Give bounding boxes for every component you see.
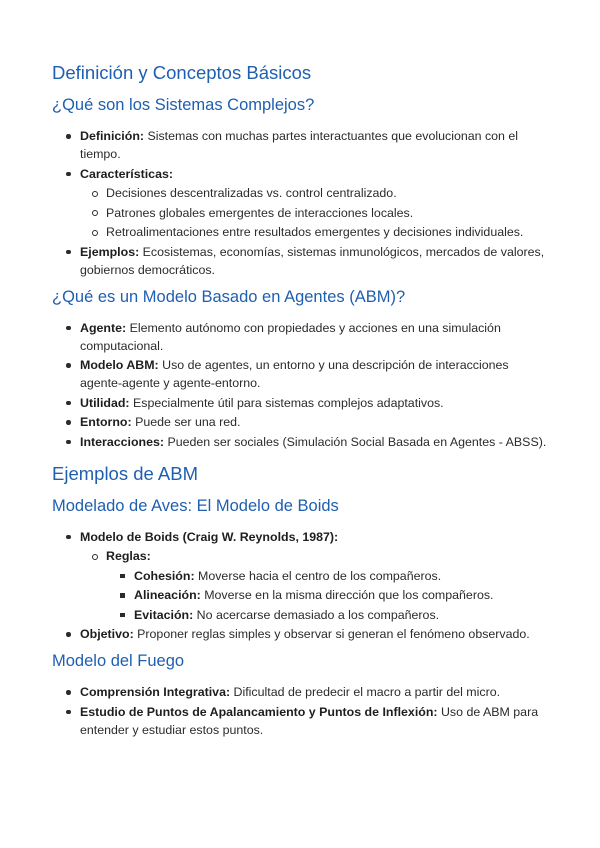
list-item — [52, 433, 552, 451]
item-label: Reglas: — [106, 549, 151, 563]
item-label: Entorno: — [80, 415, 132, 429]
list-item — [52, 683, 552, 701]
item-label: Modelo de Boids (Craig W. Reynolds, 1987): — [80, 529, 339, 544]
sistemas-complejos-list — [52, 127, 552, 279]
item-label: Ejemplos: — [80, 244, 140, 259]
item-label: Interacciones: — [80, 434, 165, 449]
list-item — [52, 319, 552, 355]
boids-sublist — [80, 547, 552, 624]
item-text: Moverse en la misma dirección que los compañeros. — [200, 588, 494, 602]
item-label: Utilidad: — [80, 395, 130, 410]
item-text: Uso de ABM para entender y estudiar estos puntos. — [80, 704, 539, 737]
item-label: Características: — [80, 166, 173, 181]
subsection-title-sistemas-complejos: ¿Qué son los Sistemas Complejos? — [52, 96, 315, 114]
sub-list-item: Decisiones descentralizadas vs. control centralizado. — [80, 184, 552, 202]
item-text: Especialmente útil para sistemas complejos adaptativos. — [129, 395, 444, 410]
rule-item — [106, 606, 552, 624]
list-item — [52, 165, 552, 242]
reglas-sublist — [106, 567, 552, 624]
section-title-ejemplos: Ejemplos de ABM — [52, 462, 199, 484]
item-label: Agente: — [80, 320, 127, 335]
list-item — [52, 413, 552, 431]
item-text: Pueden ser sociales (Simulación Social Basada en Agentes - ABSS). — [164, 434, 547, 449]
list-item — [52, 243, 552, 279]
fuego-list — [52, 683, 552, 739]
subsection-title-fuego: Modelo del Fuego — [52, 652, 185, 670]
rule-item — [106, 567, 552, 585]
item-label: Objetivo: — [80, 627, 134, 641]
item-label: Comprensión Integrativa: — [80, 685, 231, 699]
item-text: Ecosistemas, economías, sistemas inmunológicos, mercados de valores, gobiernos democráticos. — [80, 244, 545, 277]
sub-list-item: Retroalimentaciones entre resultados emergentes y decisiones individuales. — [80, 223, 552, 241]
rule-item — [106, 586, 552, 604]
subsection-title-boids: Modelado de Aves: El Modelo de Boids — [52, 496, 339, 515]
item-text: Sistemas con muchas partes interactuantes que evolucionan con el tiempo. — [80, 129, 519, 161]
item-label: Alineación: — [134, 588, 201, 602]
list-item — [52, 703, 552, 739]
item-text: Puede ser una red. — [131, 415, 241, 429]
list-item — [52, 394, 552, 412]
sub-list-item — [80, 547, 552, 624]
item-label: Estudio de Puntos de Apalancamiento y Puntos de Inflexión: — [80, 704, 438, 719]
item-label: Cohesión: — [134, 568, 195, 583]
item-text: Uso de agentes, un entorno y una descripción de interacciones agente-agente y agente-entorno. — [80, 358, 509, 390]
list-item — [52, 356, 552, 392]
subsection-title-abm: ¿Qué es un Modelo Basado en Agentes (ABM)? — [52, 287, 406, 306]
item-text: Proponer reglas simples y observar si generan el fenómeno observado. — [133, 627, 530, 641]
section-title-definicion: Definición y Conceptos Básicos — [52, 62, 312, 83]
sub-list-item: Patrones globales emergentes de interacciones locales. — [80, 204, 552, 222]
list-item — [52, 528, 552, 624]
caracteristicas-sublist — [80, 184, 552, 241]
item-text: Moverse hacia el centro de los compañeros. — [194, 568, 442, 583]
abm-list — [52, 319, 552, 451]
list-item — [52, 127, 552, 163]
item-label: Evitación: — [134, 607, 194, 622]
item-text: Dificultad de predecir el macro a partir del micro. — [230, 685, 501, 699]
boids-list — [52, 528, 552, 644]
item-label: Modelo ABM: — [80, 358, 159, 372]
document-page — [52, 60, 552, 740]
list-item — [52, 625, 552, 643]
item-label: Definición: — [80, 129, 145, 143]
item-text: No acercarse demasiado a los compañeros. — [193, 607, 440, 622]
item-text: Elemento autónomo con propiedades y acciones en una simulación computacional. — [80, 320, 501, 353]
